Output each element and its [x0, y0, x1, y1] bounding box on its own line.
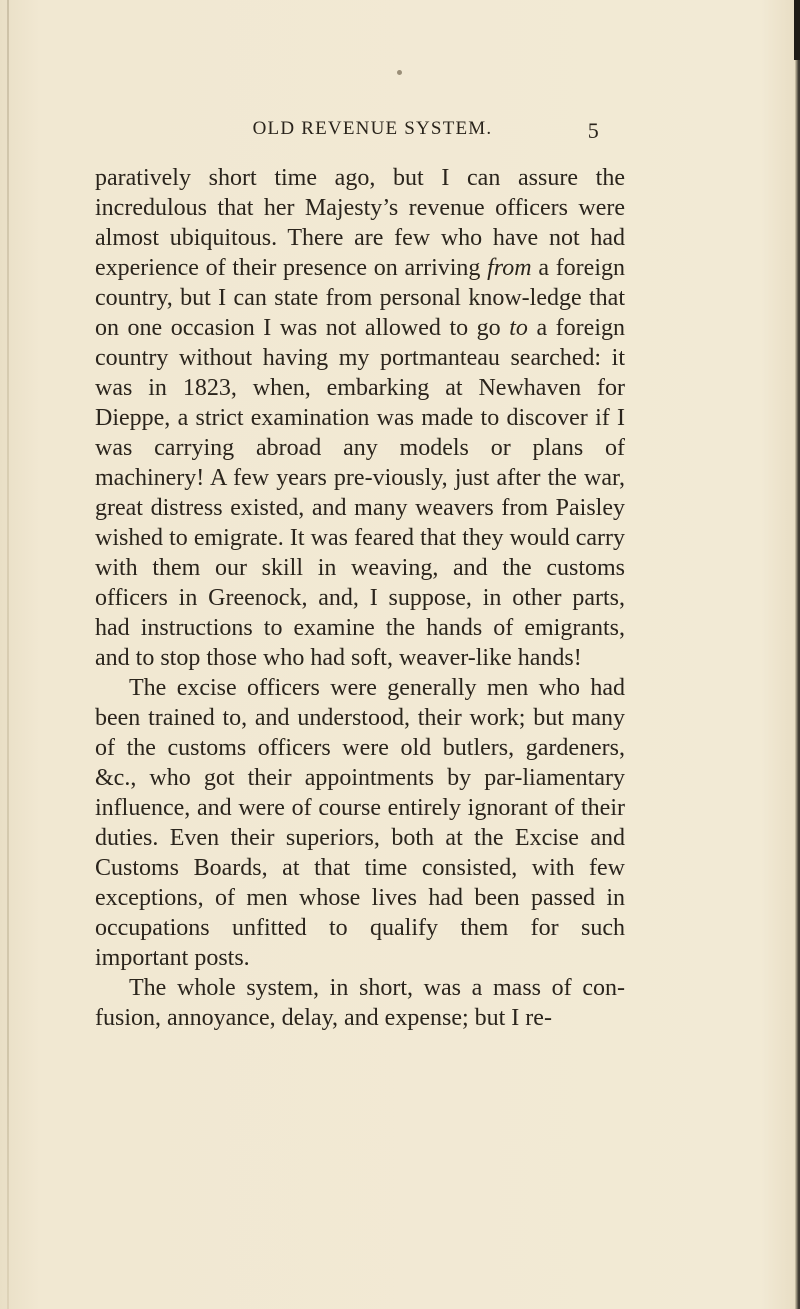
italic-to: to [509, 315, 528, 341]
paragraph-1-text-a: paratively short time ago, but I can assure the incredulous that her Majesty’s revenue officers were almost ubiquitous. There are few who have not had experience of their presence on arriving [95, 165, 625, 281]
page-edge-shadow [795, 0, 800, 1309]
page-edge-mark [794, 0, 800, 60]
paragraph-1-text-b: a foreign country, but I can state from personal know-ledge that on one occasion I was not allowed to go [95, 255, 625, 341]
print-speck [397, 70, 402, 75]
binding-gutter [7, 0, 9, 1309]
italic-from: from [487, 255, 532, 281]
running-title: OLD REVENUE SYSTEM. [252, 118, 493, 139]
paragraph-3: The whole system, in short, was a mass of con-fusion, annoyance, delay, and expense; but I re- [95, 975, 625, 1031]
paragraph-1 [95, 163, 625, 673]
body-text [95, 163, 625, 1033]
page-header [145, 118, 600, 144]
page-number: 5 [587, 118, 600, 143]
paragraph-1-text-c: a foreign country without having my portmanteau searched: it was in 1823, when, embarking at Newhaven for Dieppe, a strict examination was made to discover if I was carrying abroad any models or plans of machinery! A few years pre-viously, just after the war, great distress existed, and many weavers from Paisley wished to emigrate. It was feared that they would carry with them our skill in weaving, and the customs officers in Greenock, and, I suppose, in other parts, had instructions to examine the hands of emigrants, and to stop those who had soft, weaver-like hands! [95, 315, 625, 671]
paragraph-2: The excise officers were generally men who had been trained to, and understood, their work; but many of the customs officers were old butlers, gardeners, &c., who got their appointments by par-liamentary influence, and were of course entirely ignorant of their duties. Even their superiors, both at the Excise and Customs Boards, at that time consisted, with few exceptions, of men whose lives had been passed in occupations unfitted to qualify them for such important posts. [95, 675, 625, 971]
